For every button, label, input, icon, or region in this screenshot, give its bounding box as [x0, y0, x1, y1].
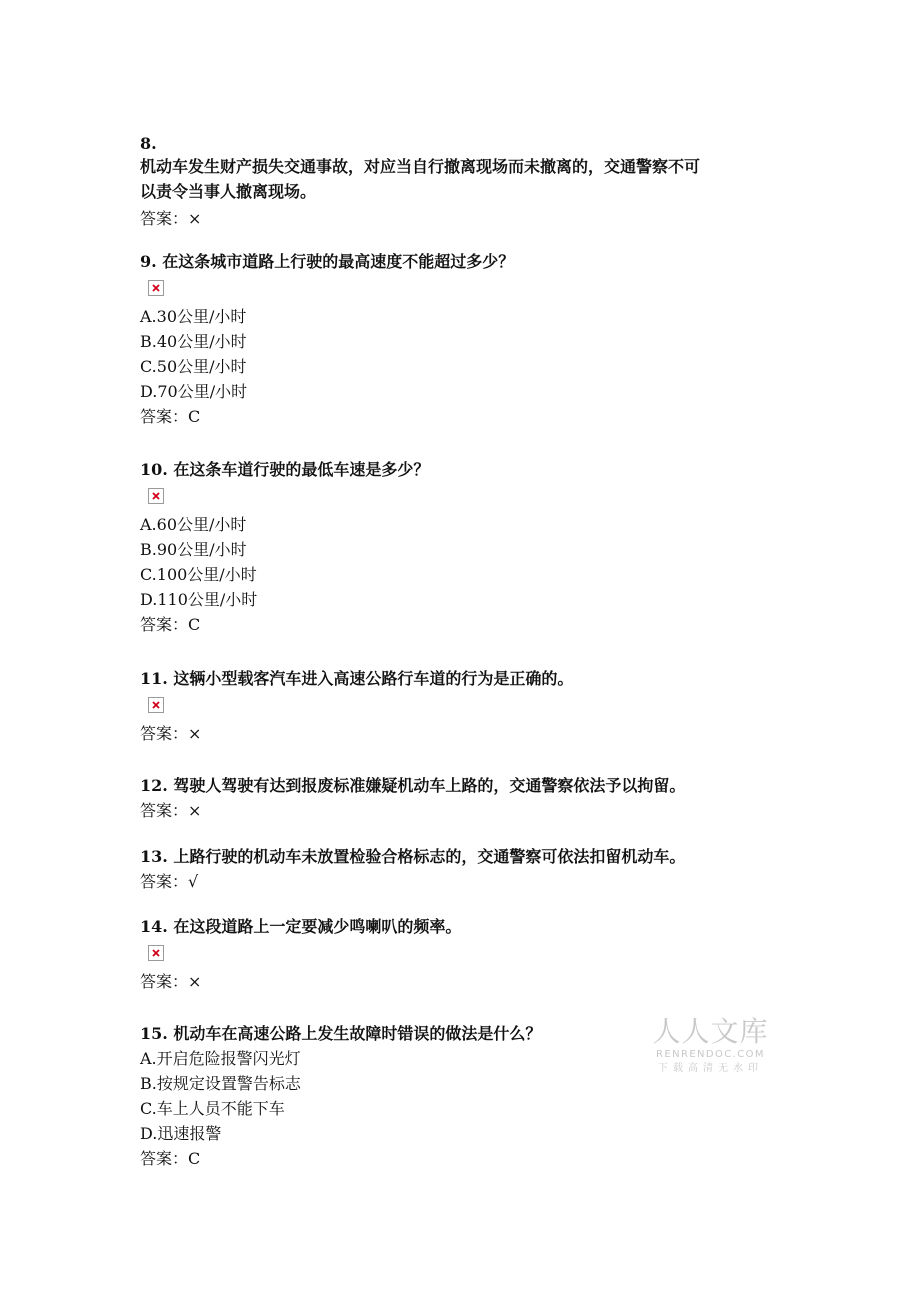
answer: 答案：× — [140, 724, 202, 743]
question-text: 11. 这辆小型载客汽车进入高速公路行车道的行为是正确的。 — [140, 669, 574, 688]
question-text-line: 机动车发生财产损失交通事故，对应当自行撤离现场而未撤离的，交通警察不可 — [140, 157, 701, 176]
question-12 — [140, 773, 790, 823]
option-c: C.100公里/小时 — [140, 565, 257, 584]
question-text: 12. 驾驶人驾驶有达到报废标准嫌疑机动车上路的，交通警察依法予以拘留。 — [140, 776, 686, 795]
question-13 — [140, 844, 790, 894]
question-text: 15. 机动车在高速公路上发生故障时错误的做法是什么？ — [140, 1024, 542, 1043]
question-14 — [140, 914, 790, 994]
answer: 答案：C — [140, 615, 201, 634]
answer: 答案：C — [140, 407, 201, 426]
option-a: A.60公里/小时 — [140, 515, 247, 534]
watermark-subtitle: 下载高清无水印 — [658, 1063, 763, 1074]
question-text: 14. 在这段道路上一定要减少鸣喇叭的频率。 — [140, 917, 462, 936]
answer: 答案：× — [140, 972, 202, 991]
broken-image-icon — [148, 697, 164, 713]
option-d: D.110公里/小时 — [140, 590, 258, 609]
question-11 — [140, 666, 790, 746]
question-8 — [140, 134, 790, 231]
option-d: D.70公里/小时 — [140, 382, 248, 401]
broken-image-icon — [148, 280, 164, 296]
watermark-title: 人人文库 — [652, 1015, 769, 1048]
answer: 答案：C — [140, 1149, 201, 1168]
option-b: B.按规定设置警告标志 — [140, 1074, 301, 1093]
question-text: 13. 上路行驶的机动车未放置检验合格标志的，交通警察可依法扣留机动车。 — [140, 847, 686, 866]
question-9 — [140, 249, 790, 429]
watermark-logo — [648, 1016, 773, 1076]
broken-image-icon — [148, 488, 164, 504]
question-number: 8. — [140, 134, 157, 153]
option-c: C.车上人员不能下车 — [140, 1099, 285, 1118]
question-text: 10. 在这条车道行驶的最低车速是多少？ — [140, 460, 430, 479]
option-b: B.90公里/小时 — [140, 540, 247, 559]
option-a: A.30公里/小时 — [140, 307, 247, 326]
question-10 — [140, 457, 790, 637]
answer: 答案：× — [140, 801, 202, 820]
watermark-url: RENRENDOC.COM — [656, 1049, 765, 1060]
option-c: C.50公里/小时 — [140, 357, 247, 376]
option-d: D.迅速报警 — [140, 1124, 222, 1143]
question-text-line: 以责令当事人撤离现场。 — [140, 182, 317, 201]
answer: 答案：√ — [140, 872, 199, 891]
broken-image-icon — [148, 945, 164, 961]
option-b: B.40公里/小时 — [140, 332, 247, 351]
option-a: A.开启危险报警闪光灯 — [140, 1049, 301, 1068]
answer: 答案：× — [140, 209, 202, 228]
question-text: 9. 在这条城市道路上行驶的最高速度不能超过多少？ — [140, 252, 515, 271]
